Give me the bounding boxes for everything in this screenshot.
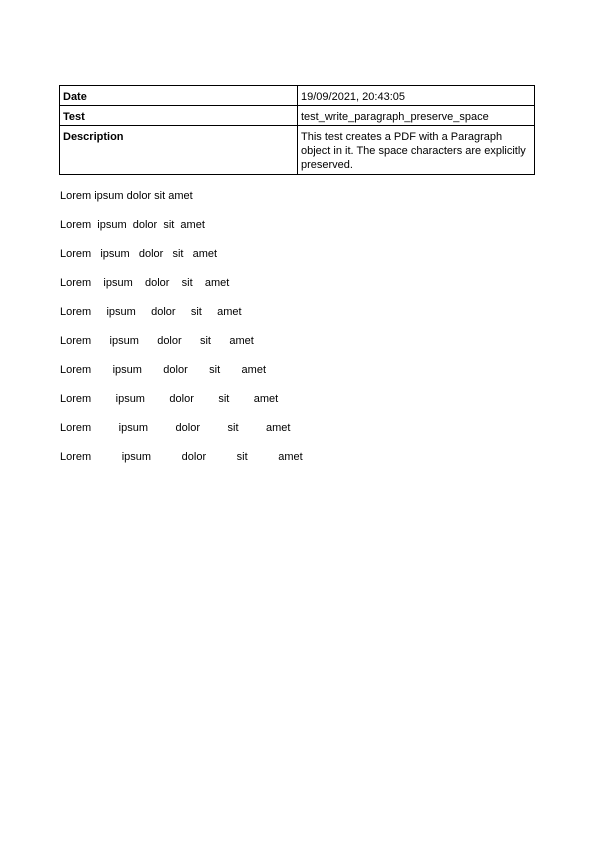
paragraph-line: Lorem ipsum dolor sit amet [60, 335, 254, 347]
paragraph-line: Lorem ipsum dolor sit amet [60, 248, 218, 260]
test-row [60, 106, 535, 126]
paragraph-lines [60, 190, 303, 480]
paragraph-line: Lorem ipsum dolor sit amet [60, 364, 267, 376]
date-value: 19/09/2021, 20:43:05 [298, 86, 535, 106]
date-label: Date [60, 86, 298, 106]
paragraph-line: Lorem ipsum dolor sit amet [60, 277, 230, 289]
description-value: This test creates a PDF with a Paragraph object in it. The space characters are explicitly preserved. [298, 126, 535, 175]
paragraph-line: Lorem ipsum dolor sit amet [60, 393, 279, 405]
description-label: Description [60, 126, 298, 175]
description-row [60, 126, 535, 175]
paragraph-line: Lorem ipsum dolor sit amet [60, 306, 242, 318]
test-label: Test [60, 106, 298, 126]
metadata-table [59, 85, 535, 175]
date-row [60, 86, 535, 106]
paragraph-line: Lorem ipsum dolor sit amet [60, 190, 193, 202]
test-value: test_write_paragraph_preserve_space [298, 106, 535, 126]
paragraph-line: Lorem ipsum dolor sit amet [60, 422, 291, 434]
paragraph-line: Lorem ipsum dolor sit amet [60, 219, 205, 231]
paragraph-line: Lorem ipsum dolor sit amet [60, 451, 303, 463]
